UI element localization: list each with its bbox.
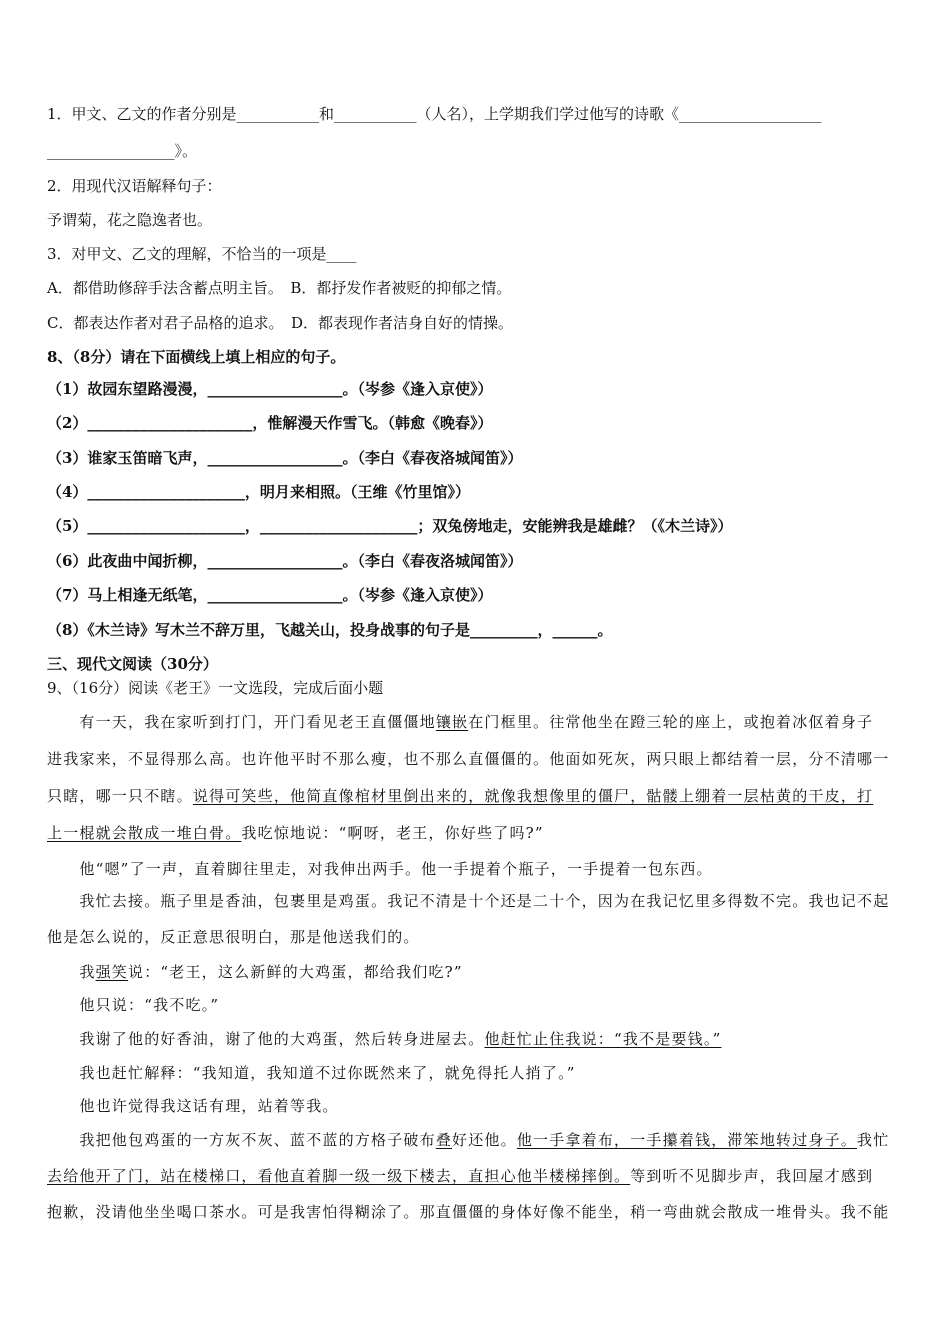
passage-line-5: 他“嗯”了一声，直着脚往里走，对我伸出两手。他一手提着个瓶子，一手提着一包东西。 — [47, 860, 713, 878]
underlined-word: 强笑 — [95, 963, 129, 981]
passage-line-10: 我谢了他的好香油，谢了他的大鸡蛋，然后转身进屋去。他赶忙止住我说：“我不是要钱。” — [47, 1030, 722, 1048]
q3-options-cd: C．都表达作者对君子品格的追求。 D．都表现作者洁身自好的情操。 — [47, 314, 514, 332]
q8-item-8: （8）《木兰诗》写木兰不辞万里，飞越关山，投身战事的句子是_________，______。 — [47, 621, 613, 639]
underlined-sentence: 上一棍就会散成一堆白骨。 — [47, 824, 242, 842]
q1-line-1: 1．甲文、乙文的作者分别是___________和___________（人名），上学期我们学过他写的诗歌《___________________ — [47, 105, 822, 123]
q8-item-7: （7）马上相逢无纸笔，__________________。（岑参《逢入京使》） — [47, 586, 493, 604]
passage-line-4: 上一棍就会散成一堆白骨。我吃惊地说：“啊呀，老王，你好些了吗?” — [47, 824, 544, 842]
q2-sentence: 予谓菊，花之隐逸者也。 — [47, 211, 213, 229]
passage-line-3: 只瞎，哪一只不瞎。说得可笑些，他简直像棺材里倒出来的，就像我想像里的僵尸，骷髅上绷着一层枯黄的干皮，打 — [47, 787, 874, 805]
q8-item-3: （3）谁家玉笛暗飞声，__________________。（李白《春夜洛城闻笛》） — [47, 449, 523, 467]
underlined-sentence: 他赶忙止住我说：“我不是要钱。” — [484, 1030, 722, 1048]
passage-line-11: 我也赶忙解释：“我知道，我知道不过你既然来了，就免得托人捎了。” — [47, 1064, 576, 1082]
q3-options-ab: A．都借助修辞手法含蓄点明主旨。 B．都抒发作者被贬的抑郁之情。 — [47, 279, 512, 297]
q8-item-2: （2）______________________，惟解漫天作雪飞。（韩愈《晚春》） — [47, 414, 493, 432]
underlined-sentence: 他一手拿着布，一手攥着钱，滞笨地转过身子。 — [516, 1131, 858, 1149]
passage-line-15: 抱歉，没请他坐坐喝口茶水。可是我害怕得糊涂了。那直僵僵的身体好像不能坐，稍一弯曲就会散成一堆骨头。我不能 — [47, 1203, 890, 1221]
q8-item-6: （6）此夜曲中闻折柳，__________________。（李白《春夜洛城闻笛》） — [47, 552, 523, 570]
passage-line-13: 我把他包鸡蛋的一方灰不灰、蓝不蓝的方格子破布叠好还他。他一手拿着布，一手攥着钱，滞笨地转过身子。我忙 — [47, 1131, 890, 1149]
q3-prompt: 3．对甲文、乙文的理解，不恰当的一项是____ — [47, 245, 357, 263]
passage-line-8: 我强笑说：“老王，这么新鲜的大鸡蛋，都给我们吃?” — [47, 963, 463, 981]
q8-item-4: （4）_____________________，明月来相照。（王维《竹里馆》） — [47, 483, 470, 501]
underlined-sentence: 去给他开了门，站在楼梯口，看他直着脚一级一级下楼去，直担心他半楼梯摔倒。 — [47, 1167, 631, 1185]
section-3-heading: 三、现代文阅读（30分） — [47, 655, 218, 673]
passage-line-12: 他也许觉得我这话有理，站着等我。 — [47, 1097, 339, 1115]
passage-line-9: 他只说：“我不吃。” — [47, 996, 220, 1014]
underlined-sentence: 说得可笑些，他简直像棺材里倒出来的，就像我想像里的僵尸，骷髅上绷着一层枯黄的干皮，打 — [192, 787, 874, 805]
q2-prompt: 2．用现代汉语解释句子： — [47, 177, 222, 195]
passage-line-14: 去给他开了门，站在楼梯口，看他直着脚一级一级下楼去，直担心他半楼梯摔倒。等到听不见脚步声，我回屋才感到 — [47, 1167, 874, 1185]
q8-item-1: （1）故园东望路漫漫，__________________。（岑参《逢入京使》） — [47, 380, 493, 398]
q8-title: 8、（8分）请在下面横线上填上相应的句子。 — [47, 348, 346, 366]
underlined-word: 叠 — [435, 1131, 453, 1149]
passage-line-6: 我忙去接。瓶子里是香油，包裹里是鸡蛋。我记不清是十个还是二十个，因为在我记忆里多得数不完。我也记不起 — [47, 892, 890, 910]
underlined-word: 镶嵌 — [435, 713, 469, 731]
passage-line-1: 有一天，我在家听到打门，开门看见老王直僵僵地镶嵌在门框里。往常他坐在蹬三轮的座上，或抱着冰伛着身子 — [47, 713, 874, 731]
passage-line-2: 进我家来，不显得那么高。也许他平时不那么瘦，也不那么直僵僵的。他面如死灰，两只眼上都结着一层，分不清哪一 — [47, 750, 890, 768]
passage-line-7: 他是怎么说的，反正意思很明白，那是他送我们的。 — [47, 928, 420, 946]
q9-prompt: 9、（16分）阅读《老王》一文选段，完成后面小题 — [47, 679, 384, 697]
q8-item-5: （5）_____________________，_____________________；双兔傍地走，安能辨我是雄雌？（《木兰诗》） — [47, 517, 733, 535]
q1-line-2: _________________》。 — [47, 142, 198, 160]
